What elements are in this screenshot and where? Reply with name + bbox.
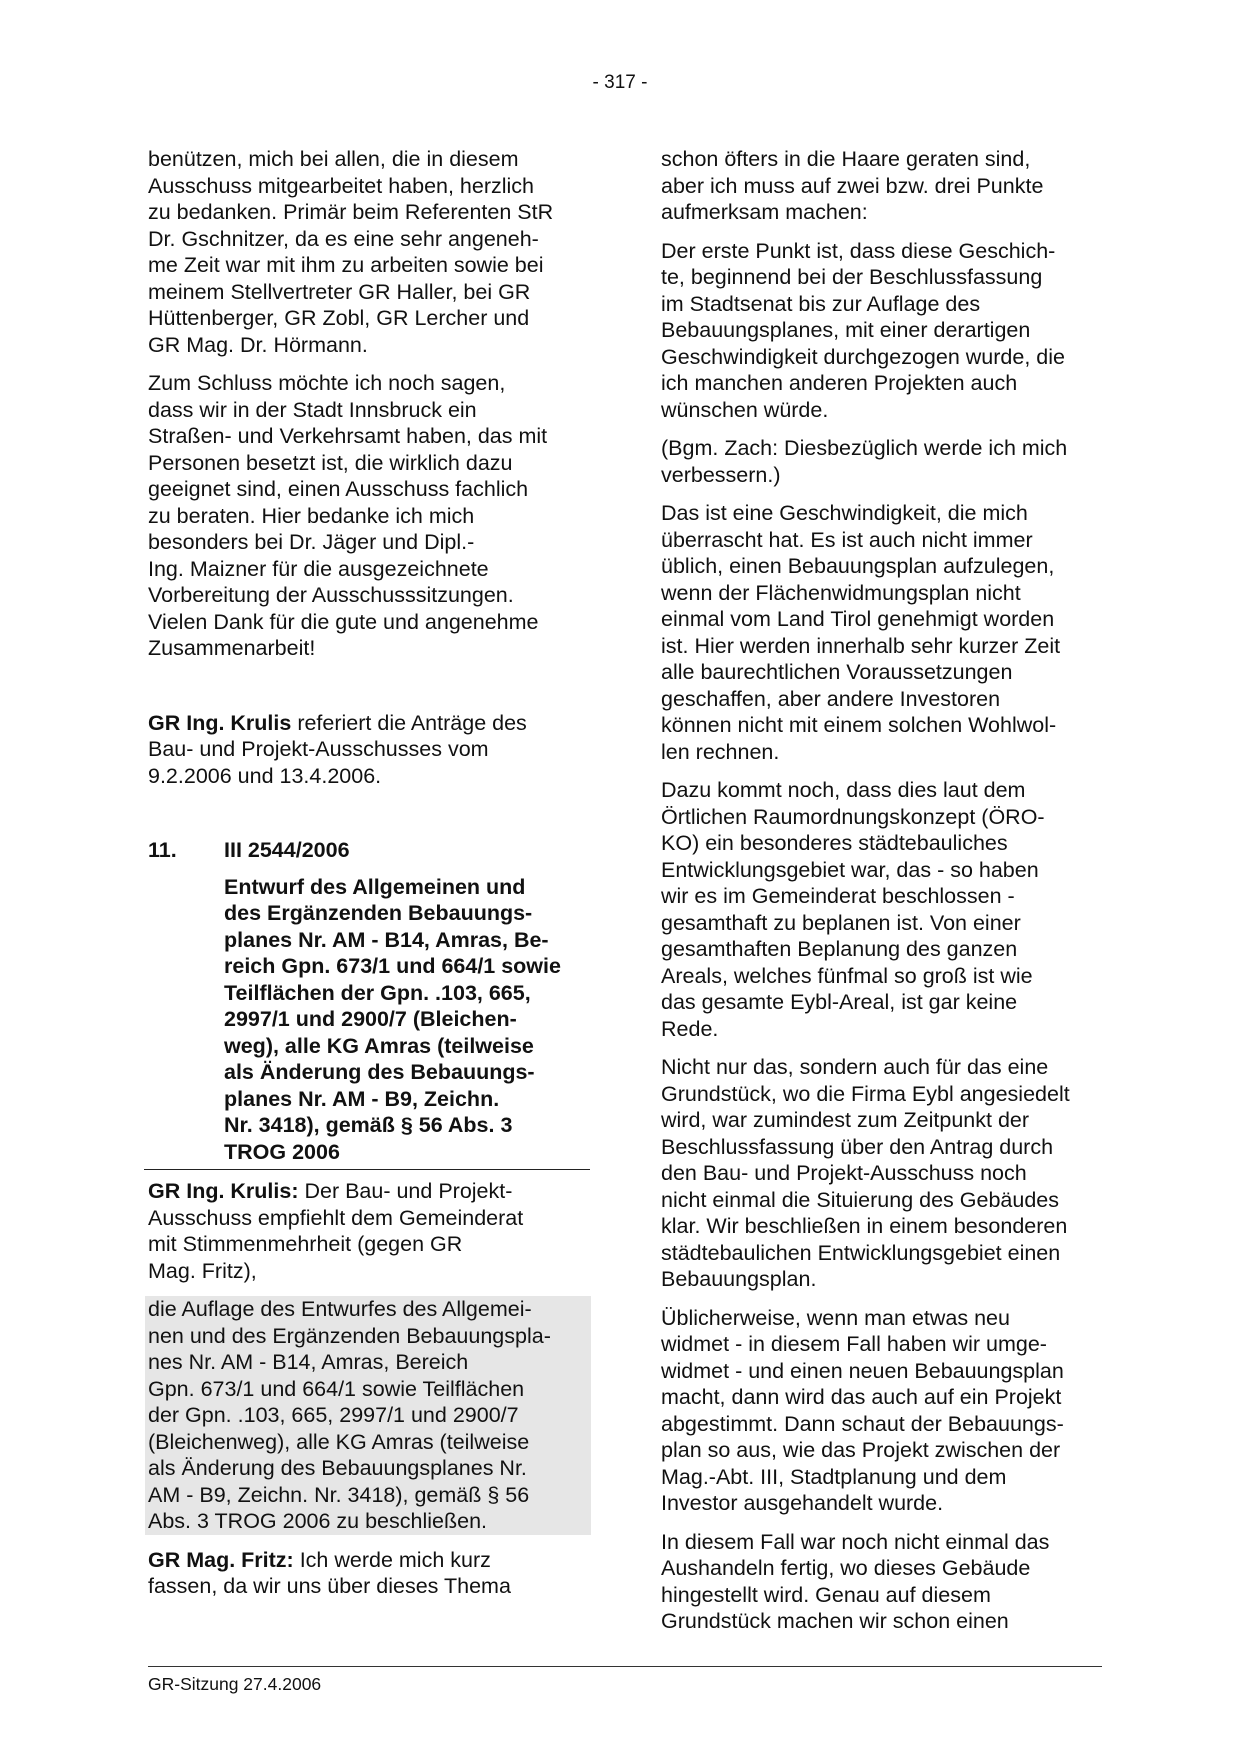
agenda-item-title: Entwurf des Allgemeinen und des Ergänzenden Bebauungs- planes Nr. AM - B14, Amras, Be- reich Gpn. 673/1 und 664/1 sowie Teilflächen der Gpn. .103, 665, 2997/1 und 2900/7 (Bleichen- weg), alle KG Amras (teilweise als Änderung des Bebauungs- planes Nr. AM - B9, Zeichn. Nr. 3418), gemäß § 56 Abs. 3 TROG 2006 [224,874,561,1164]
spacer [148,662,588,710]
agenda-item-heading [144,837,590,1170]
footer-text: GR-Sitzung 27.4.2006 [148,1674,322,1694]
paragraph-text: Der Bau- und Projekt- Ausschuss empfiehlt dem Gemeinderat mit Stimmenmehrheit (gegen GR Mag. Fritz), [148,1179,524,1283]
interjection: (Bgm. Zach: Diesbezüglich werde ich mich verbessern.) [661,436,1068,487]
speaker-name: GR Ing. Krulis [148,710,292,735]
paragraph: Das ist eine Geschwindigkeit, die mich überrascht hat. Es ist auch nicht immer üblich, einen Bebauungsplan aufzulegen, wenn der Flächenwidmungsplan nicht einmal vom Land Tirol genehmigt worden ist. Hier werden innerhalb sehr kurzer Zeit alle baurechtlichen Voraussetzungen geschaffen, aber andere Investoren können nicht mit einem solchen Wohlwol- len rechnen. [661,501,1061,764]
paragraph [148,1547,588,1600]
paragraph: Der erste Punkt ist, dass diese Geschich- te, beginnend bei der Beschlussfassung im Stadtsenat bis zur Auflage des Bebauungsplanes, mit einer derartigen Geschwindigkeit durchgezogen wurde, die ich manchen anderen Projekten auch wünschen würde. [661,238,1065,422]
paragraph: Nicht nur das, sondern auch für das eine Grundstück, wo die Firma Eybl angesiedelt wird, war zumindest zum Zeitpunkt der Beschlussfassung über den Antrag durch den Bau- und Projekt-Ausschuss noch nicht einmal die Situierung des Gebäudes klar. Wir beschließen in einem besonderen städtebaulichen Entwicklungsgebiet einen Bebauungsplan. [661,1055,1070,1291]
speaker-name: GR Ing. Krulis: [148,1179,299,1203]
agenda-item-reference: III 2544/2006 [224,838,350,862]
right-column [661,146,1101,1647]
paragraph: In diesem Fall war noch nicht einmal das Aushandeln fertig, wo dieses Gebäude hingestellt wird. Genau auf diesem Grundstück machen wir schon einen [661,1529,1050,1633]
paragraph: Üblicherweise, wenn man etwas neu widmet - in diesem Fall haben wir umge- widmet - und einen neuen Bebauungsplan macht, dann wird das auch auf ein Projekt abgestimmt. Dann schaut der Bebauungs- plan so aus, wie das Projekt zwischen der Mag.-Abt. III, Stadtplanung und dem Investor ausgehandelt wurde. [661,1305,1064,1515]
paragraph: schon öfters in die Haare geraten sind, aber ich muss auf zwei bzw. drei Punkte aufmerksam machen: [661,147,1044,224]
paragraph-text: referiert die Anträge des Bau- und Projekt-Ausschusses vom 9.2.2006 und 13.4.2006. [148,710,527,788]
paragraph: Zum Schluss möchte ich noch sagen, dass wir in der Stadt Innsbruck ein Straßen- und Verkehrsamt haben, das mit Personen besetzt ist, die wirklich dazu geeignet sind, einen Ausschuss fachlich zu beraten. Hier bedanke ich mich besonders bei Dr. Jäger und Dipl.- Ing. Maizner für die ausgezeichnete Vorbereitung der Ausschusssitzungen. Vielen Dank für die gute und angenehme Zusammenarbeit! [148,371,548,660]
paragraph: benützen, mich bei allen, die in diesem Ausschuss mitgearbeitet haben, herzlich zu bedanken. Primär beim Referenten StR Dr. Gschnitzer, da es eine sehr angeneh- me Zeit war mit ihm zu arbeiten sowie bei meinem Stellvertreter GR Haller, bei GR Hüttenberger, GR Zobl, GR Lercher und GR Mag. Dr. Hörmann. [148,147,554,357]
paragraph [148,710,588,790]
left-column [148,146,588,1612]
motion-text: die Auflage des Entwurfes des Allgemei- nen und des Ergänzenden Bebauungspla- nes Nr. AM - B14, Amras, Bereich Gpn. 673/1 und 664/1 sowie Teilflächen der Gpn. .103, 665, 2997/1 und 2900/7 (Bleichenweg), alle KG Amras (teilweise als Änderung des Bebauungsplanes Nr. AM - B9, Zeichn. Nr. 3418), gemäß § 56 Abs. 3 TROG 2006 zu beschließen. [145,1296,591,1535]
page-footer [148,1666,1102,1695]
paragraph-text: Ich werde mich kurz fassen, da wir uns über dieses Thema [148,1547,511,1598]
agenda-item-number: 11. [148,838,177,862]
spacer [148,789,588,837]
page-number: - 317 - [592,72,648,93]
speaker-name: GR Mag. Fritz: [148,1547,294,1572]
paragraph [148,1178,588,1284]
paragraph: Dazu kommt noch, dass dies laut dem Örtlichen Raumordnungskonzept (ÖRO- KO) ein besonderes städtebauliches Entwicklungsgebiet war, das - so haben wir es im Gemeinderat beschlossen - gesamthaft zu beplanen ist. Von einer gesamthaften Beplanung des ganzen Areals, welches fünfmal so groß ist wie das gesamte Eybl-Areal, ist gar keine Rede. [661,778,1045,1041]
